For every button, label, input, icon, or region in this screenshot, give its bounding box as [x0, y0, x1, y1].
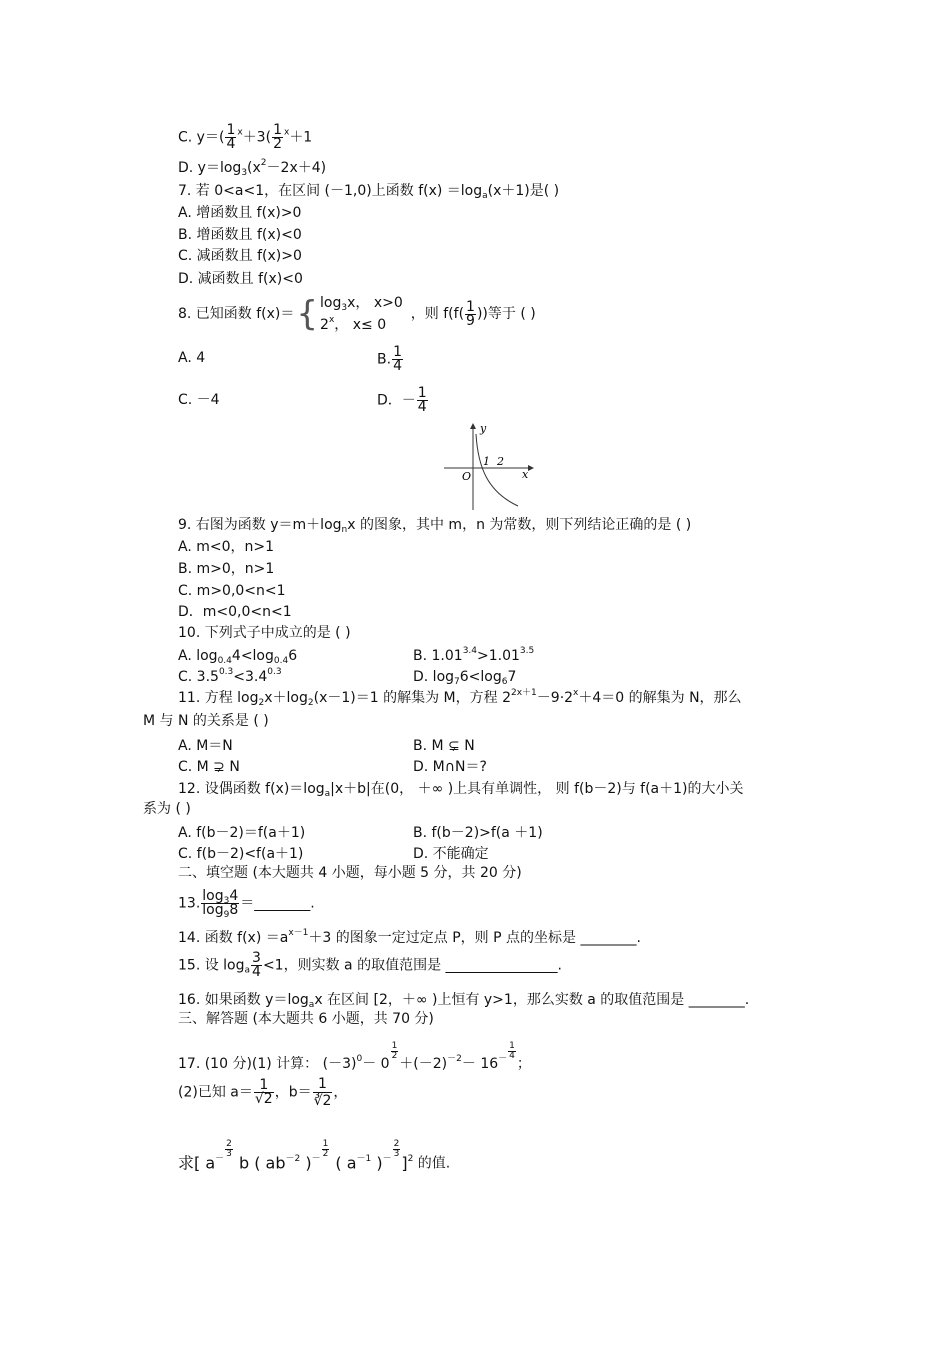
q7-option-a: A. 增函数且 f(x)>0	[178, 205, 302, 221]
log-function-graph	[440, 420, 540, 515]
q10-option-d: D. $\log_76<\log_67$	[413, 669, 517, 687]
q11-stem-line1: 11. 方程 $\log_2x+\log_2(x-1)=1$ 的解集为 M，方程 $2^{2x+1}-9\cdot 2^x+4=0$ 的解集为 N，那么	[178, 688, 742, 708]
q6-option-c: C. y＝( $\frac{1}{4}$ $^x$＋3( $\frac{1}{2}$ $^x$＋1	[178, 122, 313, 152]
fraction: $\frac{1}{2}$	[273, 122, 282, 152]
q7-stem: 7. 若 0<a<1，在区间 (－1,0)上函数 $f(x) =\log_a(x+1)$是( )	[178, 183, 560, 201]
q10-option-c: C. $3.5^{0.3}<3.4^{0.3}$	[178, 667, 282, 685]
q16: 16. 如果函数 $y=\log_ax$ 在区间 [2，＋∞ )上恒有 y>1，那么实数 a 的取值范围是 ________.	[178, 992, 750, 1010]
q15: 15. 设 $\log_a$ $\frac{3}{4}$ <1，则实数 a 的取值范围是 ________________.	[178, 950, 562, 980]
q11-stem-line2: M 与 N 的关系是 ( )	[143, 713, 269, 729]
q8-stem: 8. 已知函数 f(x)＝{ $\log_3x$， x>0 2$^x$， x≤ 0 ，则 f(f( $\frac{1}{9}$ ))等于 ( )	[178, 294, 536, 334]
q12-option-b: B. f(b－2)>f(a ＋1)	[413, 825, 543, 841]
left-brace: {	[296, 294, 319, 334]
q11-option-d: D. M∩N＝?	[413, 759, 487, 775]
q12-option-a: A. f(b－2)＝f(a＋1)	[178, 825, 306, 841]
q13: 13. $\frac{\log_34}{\log_98}$ ＝________.	[178, 888, 315, 920]
y-axis-arrow	[470, 423, 476, 429]
section-3-heading: 三、解答题 (本大题共 6 小题，共 70 分)	[178, 1011, 434, 1027]
q12-stem-line2: 系为 ( )	[143, 801, 191, 817]
q12-option-d: D. 不能确定	[413, 846, 489, 862]
q9-option-d: D．m<0,0<n<1	[178, 604, 292, 620]
q11-option-b: B. M ⊊ N	[413, 738, 475, 754]
q10-stem: 10. 下列式子中成立的是 ( )	[178, 625, 351, 641]
q11-option-c: C. M ⊋ N	[178, 759, 240, 775]
fraction: $\frac{1}{4}$	[226, 122, 236, 152]
exponent-fraction: $\frac{1}{4}$	[509, 1041, 515, 1061]
q7-option-b: B. 增函数且 f(x)<0	[178, 227, 302, 243]
piecewise-cases: $\log_3x$， x>0 2$^x$， x≤ 0	[320, 295, 403, 333]
exponent-fraction: $\frac{1}{2}$	[322, 1139, 329, 1159]
q8-option-d: D．－ $\frac{1}{4}$	[377, 385, 427, 415]
fraction: $\frac{3}{4}$	[252, 950, 261, 980]
q8-option-a: A. 4	[178, 350, 206, 366]
q10-option-b: B. $1.01^{3.4}>1.01^{3.5}$	[413, 646, 535, 664]
q11-option-a: A. M＝N	[178, 738, 233, 754]
q12-option-c: C. f(b－2)<f(a＋1)	[178, 846, 304, 862]
tick-label-1: 1	[483, 455, 490, 468]
exponent-fraction: $\frac{2}{3}$	[226, 1139, 232, 1159]
x-axis-label: x	[522, 468, 529, 481]
function-curve	[476, 434, 518, 506]
fraction: $\frac{1}{√2}$	[254, 1077, 273, 1107]
q6-option-d: D. $y=\log_3(x^2-2x+4)$	[178, 158, 327, 178]
fraction: $\frac{1}{∛2}$	[313, 1076, 332, 1109]
q9-option-c: C. m>0,0<n<1	[178, 583, 286, 599]
q7-option-c: C. 减函数且 f(x)>0	[178, 248, 302, 264]
exponent-fraction: $\frac{1}{2}$	[391, 1041, 398, 1061]
q7-option-d: D. 减函数且 f(x)<0	[178, 271, 303, 287]
q8-option-b: B. $\frac{1}{4}$	[377, 344, 402, 374]
exponent-fraction: $\frac{2}{3}$	[393, 1139, 400, 1159]
q10-option-a: A. $\log_{0.4}4<\log_{0.4}6$	[178, 648, 298, 666]
fraction: $\frac{1}{4}$	[393, 344, 402, 374]
fraction: $\frac{1}{4}$	[417, 385, 427, 415]
section-2-heading: 二、填空题 (本大题共 4 小题，每小题 5 分，共 20 分)	[178, 865, 522, 881]
q9-option-a: A. m<0，n>1	[178, 539, 275, 555]
y-axis-label: y	[480, 422, 487, 435]
q9-option-b: B. m>0，n>1	[178, 561, 275, 577]
q12-stem-line1: 12. 设偶函数 $f(x)=\log_a|x+b|$在(0， ＋∞ )上具有单调性， 则 f(b－2)与 f(a＋1)的大小关	[178, 781, 744, 799]
tick-label-2: 2	[497, 455, 504, 468]
fraction: $\frac{1}{9}$	[466, 298, 475, 329]
q17-part1: 17. (10 分)(1) 计算： $(-3)^0- 0$ $\frac{1}{2}$ $+(-2)^{-2}- 16^-$ $\frac{1}{4}$ ；	[178, 1041, 531, 1072]
q17-part2-expression: 求[ a－ $\frac{2}{3}$ b ( $ab^{-2}$ )－ $\frac{1}{2}$ ( $a^{-1}$ )－ $\frac{2}{3}$ ]$^2$ 的值.	[178, 1139, 451, 1173]
q14: 14. 函数 $f(x) =a^{x-1}+3$ 的图象一定过定点 P，则 P 点的坐标是 ________.	[178, 928, 641, 946]
origin-label: O	[462, 470, 472, 483]
q17-part2: (2)已知 a＝ $\frac{1}{√2}$ ，b＝ $\frac{1}{∛2}$ ，	[178, 1076, 348, 1109]
x-axis-arrow	[528, 465, 534, 471]
q8-option-c: C. －4	[178, 392, 220, 408]
fraction: $\frac{\log_34}{\log_98}$	[202, 888, 239, 920]
q9-stem: 9. 右图为函数 $y=m+\log_nx$ 的图象，其中 m，n 为常数，则下列结论正确的是 ( )	[178, 517, 692, 535]
